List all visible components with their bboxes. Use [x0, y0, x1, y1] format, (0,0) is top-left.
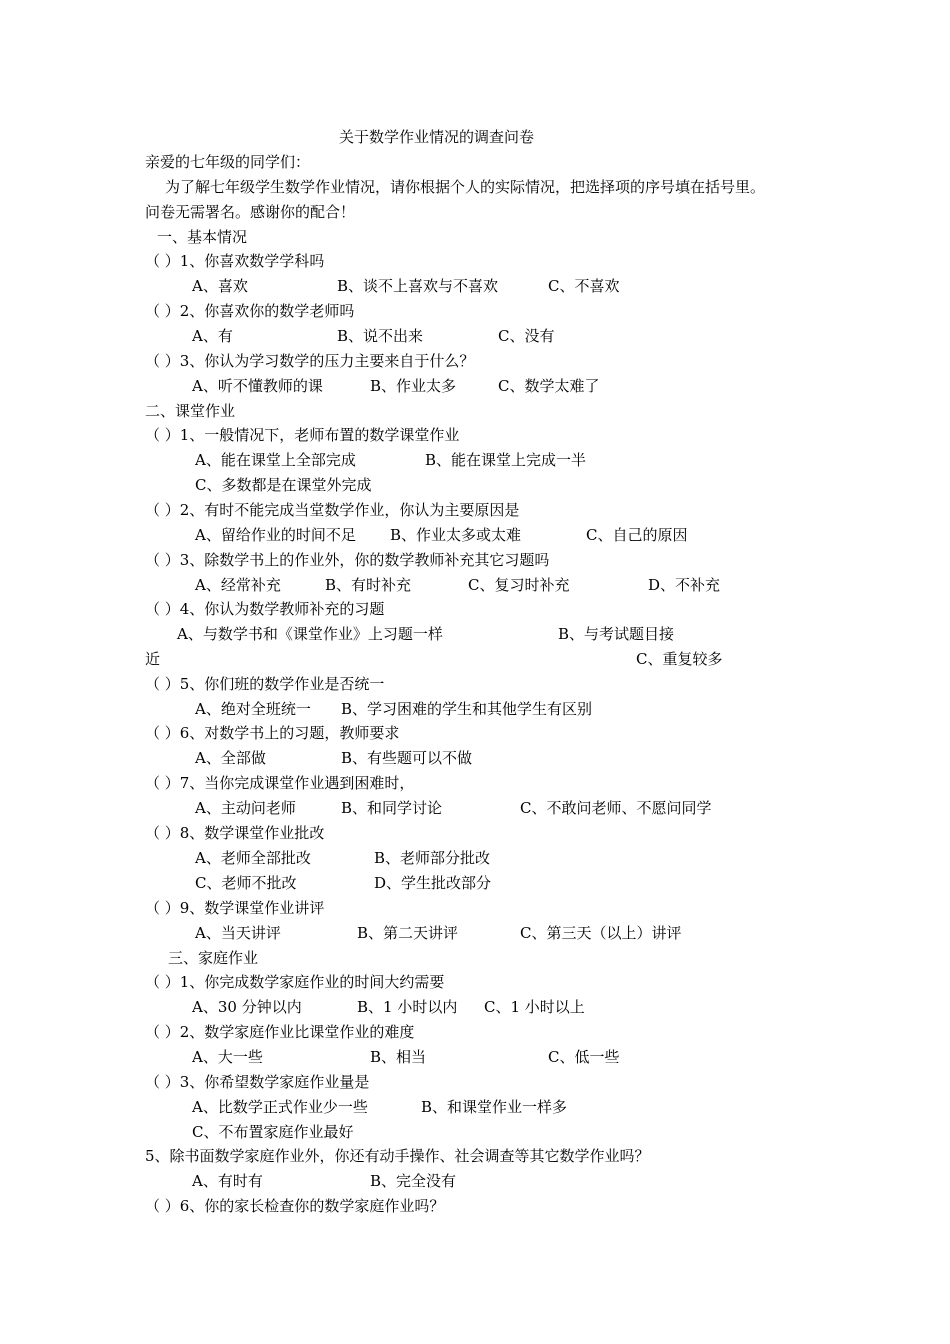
section-heading-homework [0, 947, 950, 969]
section-heading: 三、家庭作业 [168, 949, 259, 967]
question-line [0, 300, 950, 322]
option-c: C、自己的原因 [586, 526, 688, 544]
option-a: A、绝对全班统一 [195, 700, 311, 718]
option-d: D、不补充 [648, 576, 721, 594]
option-b: B、相当 [370, 1048, 427, 1066]
question-line [0, 549, 950, 571]
option-b: B、和课堂作业一样多 [421, 1098, 568, 1116]
question-text: （ ）1、你完成数学家庭作业的时间大约需要 [145, 973, 445, 991]
option-b: B、作业太多或太难 [390, 526, 522, 544]
option-b: B、说不出来 [337, 327, 424, 345]
intro-line-2 [0, 201, 950, 223]
document-title-line [0, 126, 950, 148]
option-a: A、全部做 [195, 749, 266, 767]
option-c: C、第三天（以上）讲评 [520, 924, 682, 942]
options-line [0, 648, 950, 670]
option-b: B、1 小时以内 [357, 998, 458, 1016]
options-line [0, 623, 950, 645]
option-c: C、复习时补充 [468, 576, 570, 594]
question-line [0, 499, 950, 521]
question-line [0, 772, 950, 794]
option-c: C、多数都是在课堂外完成 [195, 476, 372, 494]
question-line [0, 1021, 950, 1043]
option-b: B、和同学讨论 [341, 799, 443, 817]
option-a: A、老师全部批改 [195, 849, 311, 867]
options-line [0, 275, 950, 297]
question-text: 5、除书面数学家庭作业外，你还有动手操作、社会调查等其它数学作业吗？ [145, 1147, 650, 1165]
question-text: （ ）2、你喜欢你的数学老师吗 [145, 302, 355, 320]
option-b: B、能在课堂上完成一半 [425, 451, 587, 469]
question-text: （ ）6、你的家长检查你的数学家庭作业吗？ [145, 1197, 445, 1215]
document-title: 关于数学作业情况的调查问卷 [339, 128, 535, 146]
section-heading: 一、基本情况 [157, 228, 248, 246]
option-b: B、老师部分批改 [374, 849, 491, 867]
options-line [0, 325, 950, 347]
option-c: C、重复较多 [636, 650, 723, 668]
question-line [0, 673, 950, 695]
options-line [0, 797, 950, 819]
options-line [0, 574, 950, 596]
question-text: （ ）5、你们班的数学作业是否统一 [145, 675, 385, 693]
option-c: C、没有 [498, 327, 555, 345]
option-b: B、第二天讲评 [357, 924, 459, 942]
question-text: （ ）4、你认为数学教师补充的习题 [145, 600, 385, 618]
option-b-continued: 近 [145, 650, 161, 668]
question-line [0, 822, 950, 844]
options-line [0, 747, 950, 769]
question-text: （ ）1、一般情况下，老师布置的数学课堂作业 [145, 426, 460, 444]
option-a: A、喜欢 [192, 277, 248, 295]
question-line [0, 1145, 950, 1167]
question-text: （ ）6、对数学书上的习题，教师要求 [145, 724, 400, 742]
option-a: A、经常补充 [195, 576, 281, 594]
section-heading-basic [0, 226, 950, 248]
question-text: （ ）7、当你完成课堂作业遇到困难时， [145, 774, 415, 792]
options-line [0, 698, 950, 720]
option-b: B、有时补充 [325, 576, 412, 594]
options-line [0, 524, 950, 546]
option-a: A、能在课堂上全部完成 [195, 451, 356, 469]
intro-text: 问卷无需署名。感谢你的配合！ [145, 203, 356, 221]
options-line [0, 1170, 950, 1192]
option-b: B、完全没有 [370, 1172, 457, 1190]
option-a: A、比数学正式作业少一些 [192, 1098, 368, 1116]
option-a: A、与数学书和《课堂作业》上习题一样 [177, 625, 443, 643]
question-text: （ ）3、除数学书上的作业外，你的数学教师补充其它习题吗 [145, 551, 550, 569]
question-text: （ ）2、有时不能完成当堂数学作业，你认为主要原因是 [145, 501, 520, 519]
options-line [0, 1121, 950, 1143]
question-line [0, 424, 950, 446]
section-heading-classwork [0, 400, 950, 422]
options-line [0, 474, 950, 496]
options-line [0, 996, 950, 1018]
question-text: （ ）8、数学课堂作业批改 [145, 824, 325, 842]
question-line [0, 350, 950, 372]
option-c: C、不布置家庭作业最好 [192, 1123, 354, 1141]
question-text: （ ）2、数学家庭作业比课堂作业的难度 [145, 1023, 415, 1041]
question-line [0, 598, 950, 620]
greeting-line [0, 151, 950, 173]
options-line [0, 872, 950, 894]
option-c: C、数学太难了 [498, 377, 600, 395]
question-line [0, 1195, 950, 1217]
options-line [0, 1046, 950, 1068]
greeting: 亲爱的七年级的同学们： [145, 153, 311, 171]
option-a: A、有 [192, 327, 233, 345]
option-c: C、1 小时以上 [484, 998, 585, 1016]
option-b: B、与考试题目接 [558, 625, 675, 643]
section-heading: 二、课堂作业 [145, 402, 236, 420]
option-b: B、谈不上喜欢与不喜欢 [337, 277, 499, 295]
option-b: B、有些题可以不做 [341, 749, 473, 767]
question-line [0, 722, 950, 744]
options-line [0, 847, 950, 869]
options-line [0, 1096, 950, 1118]
intro-line-1 [0, 176, 950, 198]
question-text: （ ）1、你喜欢数学学科吗 [145, 252, 325, 270]
option-a: A、有时有 [192, 1172, 263, 1190]
options-line [0, 375, 950, 397]
option-c: C、不敢问老师、不愿问同学 [520, 799, 712, 817]
question-line [0, 897, 950, 919]
options-line [0, 922, 950, 944]
question-text: （ ）9、数学课堂作业讲评 [145, 899, 325, 917]
option-b: B、学习困难的学生和其他学生有区别 [341, 700, 593, 718]
option-d: D、学生批改部分 [374, 874, 492, 892]
options-line [0, 449, 950, 471]
option-c: C、不喜欢 [548, 277, 620, 295]
option-a: A、主动问老师 [195, 799, 296, 817]
question-line [0, 971, 950, 993]
option-b: B、作业太多 [370, 377, 457, 395]
option-c: C、老师不批改 [195, 874, 297, 892]
option-a: A、听不懂教师的课 [192, 377, 323, 395]
question-line [0, 1071, 950, 1093]
option-c: C、低一些 [548, 1048, 620, 1066]
option-a: A、30 分钟以内 [192, 998, 302, 1016]
option-a: A、留给作业的时间不足 [195, 526, 356, 544]
question-line [0, 250, 950, 272]
option-a: A、大一些 [192, 1048, 263, 1066]
option-a: A、当天讲评 [195, 924, 281, 942]
question-text: （ ）3、你认为学习数学的压力主要来自于什么？ [145, 352, 475, 370]
question-text: （ ）3、你希望数学家庭作业量是 [145, 1073, 370, 1091]
intro-text: 为了解七年级学生数学作业情况，请你根据个人的实际情况，把选择项的序号填在括号里。 [165, 178, 766, 196]
